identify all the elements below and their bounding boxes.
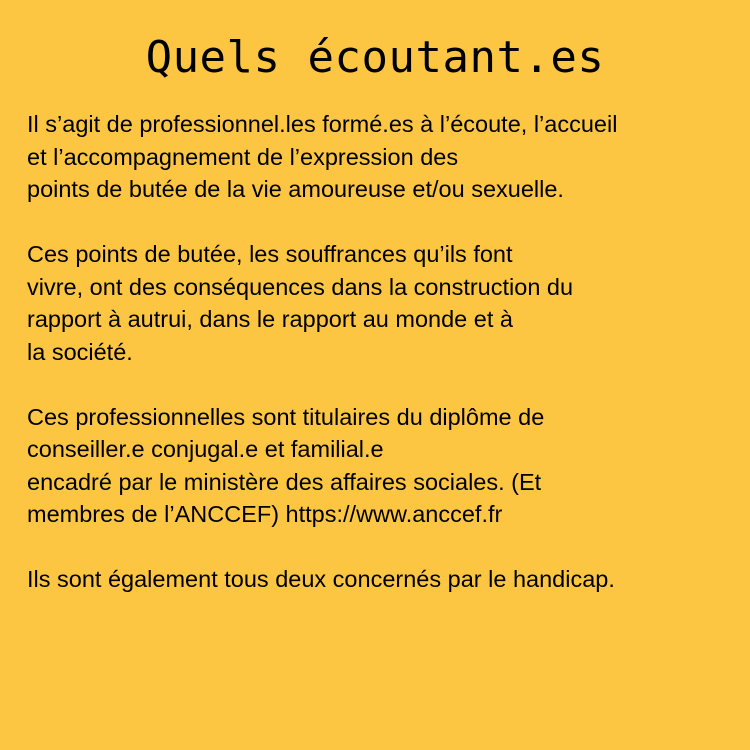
paragraph-qualifications [27,401,742,531]
text-line: conseiller.e conjugal.e et familial.e [27,436,384,462]
text-line: Il s’agit de professionnel.les formé.es à l’écoute, l’accueil [27,111,618,137]
paragraph-handicap [27,563,742,596]
paragraph-intro [27,108,742,206]
text-line: Ces professionnelles sont titulaires du diplôme de [27,403,545,430]
text-line: encadré par le ministère des affaires sociales. (Et [27,468,542,495]
text-line: Ces points de butée, les souffrances qu’ils font [27,241,513,267]
text-line: la société. [27,338,133,365]
text-line: et l’accompagnement de l’expression des [27,143,459,170]
text-line: points de butée de la vie amoureuse et/ou sexuelle. [27,176,564,202]
paragraph-consequences [27,238,742,368]
text-line: Ils sont également tous deux concernés par le handicap. [27,566,615,592]
text-line: vivre, ont des conséquences dans la construction du [27,273,574,300]
text-line: rapport à autrui, dans le rapport au monde et à [27,306,513,332]
page-title: Quels écoutant.es [145,32,605,83]
body-text [27,108,742,628]
text-line: membres de l’ANCCEF) https://www.anccef.fr [27,501,503,527]
